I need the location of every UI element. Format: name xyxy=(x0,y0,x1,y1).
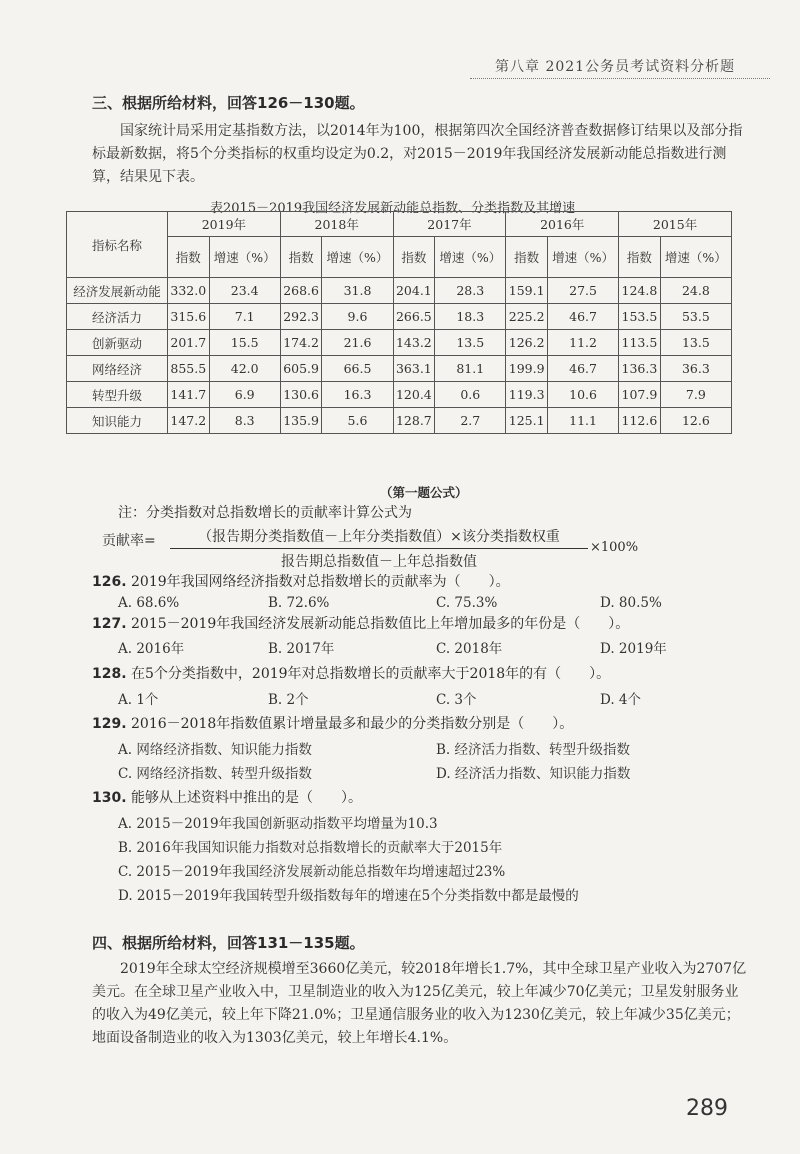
formula-note: 注：分类指数对总指数增长的贡献率计算公式为 xyxy=(118,505,412,521)
table-header-year: 2015年 xyxy=(619,212,732,237)
cell-index: 124.8 xyxy=(619,278,661,304)
cell-growth: 13.5 xyxy=(660,330,731,356)
question-number: 126. xyxy=(92,574,127,590)
formula-numerator: （报告期分类指数值－上年分类指数值）×该分类指数权重 xyxy=(170,526,588,549)
table-header-growth: 增速（%） xyxy=(660,237,731,278)
cell-growth: 21.6 xyxy=(322,330,393,356)
cell-growth: 28.3 xyxy=(435,278,506,304)
cell-index: 225.2 xyxy=(506,304,548,330)
cell-index: 174.2 xyxy=(280,330,322,356)
cell-growth: 16.3 xyxy=(322,382,393,408)
question-text: 能够从上述资料中推出的是（ ）。 xyxy=(131,790,362,806)
cell-index: 332.0 xyxy=(168,278,210,304)
cell-growth: 42.0 xyxy=(209,356,280,382)
cell-growth: 23.4 xyxy=(209,278,280,304)
table-row xyxy=(67,382,732,408)
question-126 xyxy=(92,571,510,591)
option-d: D. 2015－2019年我国转型升级指数每年的增速在5个分类指数中都是最慢的 xyxy=(118,888,579,904)
cell-growth: 15.5 xyxy=(209,330,280,356)
cell-growth: 2.7 xyxy=(435,408,506,434)
cell-growth: 10.6 xyxy=(547,382,618,408)
table-header-name: 指标名称 xyxy=(67,212,168,278)
cell-index: 136.3 xyxy=(619,356,661,382)
cell-index: 125.1 xyxy=(506,408,548,434)
section-4-paragraph: 2019年全球太空经济规模增至3660亿美元，较2018年增长1.7%，其中全球卫星产业收入为2707亿美元。在全球卫星产业收入中，卫星制造业的收入为125亿美元，较上年减少70亿美元；卫星发射服务业的收入为49亿美元，较上年下降21.0%；卫星通信服务业的收入为1230亿美元，较上年减少35亿美元；地面设备制造业的收入为1303亿美元，较上年增长4.1%。 xyxy=(92,961,747,1046)
option-c: C. 2018年 xyxy=(436,641,503,657)
cell-index: 605.9 xyxy=(280,356,322,382)
cell-growth: 0.6 xyxy=(435,382,506,408)
option-c: C. 2015－2019年我国经济发展新动能总指数年均增速超过23% xyxy=(118,864,506,880)
cell-index: 153.5 xyxy=(619,304,661,330)
cell-index: 107.9 xyxy=(619,382,661,408)
option-d: D. 80.5% xyxy=(600,595,662,611)
cell-growth: 18.3 xyxy=(435,304,506,330)
cell-growth: 12.6 xyxy=(660,408,731,434)
cell-index: 268.6 xyxy=(280,278,322,304)
header-rule xyxy=(470,78,770,79)
cell-index: 204.1 xyxy=(393,278,435,304)
option-a: A. 1个 xyxy=(118,692,159,708)
question-number: 129. xyxy=(92,716,127,732)
table-header-growth: 增速（%） xyxy=(435,237,506,278)
cell-index: 201.7 xyxy=(168,330,210,356)
cell-growth: 66.5 xyxy=(322,356,393,382)
cell-index: 113.5 xyxy=(619,330,661,356)
cell-growth: 11.2 xyxy=(547,330,618,356)
table-header-year: 2016年 xyxy=(506,212,619,237)
table-header-growth: 增速（%） xyxy=(547,237,618,278)
option-d: D. 2019年 xyxy=(600,641,667,657)
cell-growth: 11.1 xyxy=(547,408,618,434)
question-128 xyxy=(92,663,610,683)
option-d: D. 4个 xyxy=(600,692,642,708)
question-text: 2015－2019年我国经济发展新动能总指数值比上年增加最多的年份是（ ）。 xyxy=(131,616,630,632)
option-a: A. 网络经济指数、知识能力指数 xyxy=(118,742,312,758)
cell-growth: 13.5 xyxy=(435,330,506,356)
question-127 xyxy=(92,613,629,633)
option-b: B. 72.6% xyxy=(268,595,330,611)
cell-index: 126.2 xyxy=(506,330,548,356)
table-header-index: 指数 xyxy=(280,237,322,278)
cell-index: 855.5 xyxy=(168,356,210,382)
cell-index: 135.9 xyxy=(280,408,322,434)
row-label: 经济活力 xyxy=(67,304,168,330)
table-row xyxy=(67,356,732,382)
question-129 xyxy=(92,713,573,733)
option-b: B. 经济活力指数、转型升级指数 xyxy=(436,742,631,758)
formula-label: 贡献率= xyxy=(102,533,156,549)
section-3-paragraph: 国家统计局采用定基指数方法，以2014年为100，根据第四次全国经济普查数据修订结果以及部分指标最新数据，将5个分类指标的权重均设定为0.2，对2015－2019年我国经济发展新动能总指数进行测算，结果见下表。 xyxy=(92,123,743,185)
option-c: C. 3个 xyxy=(436,692,477,708)
table-header-index: 指数 xyxy=(168,237,210,278)
row-label: 知识能力 xyxy=(67,408,168,434)
cell-growth: 53.5 xyxy=(660,304,731,330)
question-text: 2019年我国网络经济指数对总指数增长的贡献率为（ ）。 xyxy=(131,574,510,590)
cell-index: 112.6 xyxy=(619,408,661,434)
table-header-growth: 增速（%） xyxy=(322,237,393,278)
option-a: A. 2015－2019年我国创新驱动指数平均增量为10.3 xyxy=(118,816,438,832)
cell-index: 292.3 xyxy=(280,304,322,330)
data-table xyxy=(66,211,732,434)
cell-growth: 24.8 xyxy=(660,278,731,304)
question-130 xyxy=(92,787,362,807)
formula-fraction xyxy=(170,526,588,571)
section-4-title: 四、根据所给材料，回答131－135题。 xyxy=(92,934,365,952)
table-header-index: 指数 xyxy=(506,237,548,278)
table-row xyxy=(67,278,732,304)
cell-index: 143.2 xyxy=(393,330,435,356)
row-label: 创新驱动 xyxy=(67,330,168,356)
table-row xyxy=(67,304,732,330)
option-d: D. 经济活力指数、知识能力指数 xyxy=(436,766,631,782)
table-row xyxy=(67,408,732,434)
cell-growth: 31.8 xyxy=(322,278,393,304)
option-c: C. 网络经济指数、转型升级指数 xyxy=(118,766,312,782)
cell-index: 141.7 xyxy=(168,382,210,408)
cell-growth: 46.7 xyxy=(547,304,618,330)
cell-index: 147.2 xyxy=(168,408,210,434)
table-header-index: 指数 xyxy=(393,237,435,278)
row-label: 转型升级 xyxy=(67,382,168,408)
cell-index: 120.4 xyxy=(393,382,435,408)
table-header-year: 2018年 xyxy=(280,212,393,237)
option-b: B. 2个 xyxy=(268,692,309,708)
formula-caption: （第一题公式） xyxy=(380,485,468,500)
cell-index: 266.5 xyxy=(393,304,435,330)
row-label: 经济发展新动能 xyxy=(67,278,168,304)
section-3-title: 三、根据所给材料，回答126－130题。 xyxy=(92,94,365,112)
cell-growth: 7.1 xyxy=(209,304,280,330)
option-b: B. 2017年 xyxy=(268,641,335,657)
table-header-growth: 增速（%） xyxy=(209,237,280,278)
cell-growth: 8.3 xyxy=(209,408,280,434)
question-text: 在5个分类指数中，2019年对总指数增长的贡献率大于2018年的有（ ）。 xyxy=(131,666,611,682)
table-row xyxy=(67,330,732,356)
option-a: A. 68.6% xyxy=(118,595,180,611)
row-label: 网络经济 xyxy=(67,356,168,382)
cell-index: 119.3 xyxy=(506,382,548,408)
question-number: 130. xyxy=(92,790,127,806)
question-text: 2016－2018年指数值累计增量最多和最少的分类指数分别是（ ）。 xyxy=(131,716,574,732)
cell-index: 159.1 xyxy=(506,278,548,304)
formula-denominator: 报告期总指数值－上年总指数值 xyxy=(281,554,477,570)
table-header-index: 指数 xyxy=(619,237,661,278)
table-header-year: 2019年 xyxy=(168,212,281,237)
question-number: 127. xyxy=(92,616,127,632)
question-number: 128. xyxy=(92,666,127,682)
cell-growth: 36.3 xyxy=(660,356,731,382)
table-body xyxy=(67,278,732,434)
formula-multiplier: ×100% xyxy=(590,540,639,555)
cell-index: 363.1 xyxy=(393,356,435,382)
cell-growth: 7.9 xyxy=(660,382,731,408)
cell-index: 315.6 xyxy=(168,304,210,330)
cell-index: 128.7 xyxy=(393,408,435,434)
option-c: C. 75.3% xyxy=(436,595,498,611)
cell-index: 130.6 xyxy=(280,382,322,408)
running-head: 第八章 2021公务员考试资料分析题 xyxy=(495,59,736,75)
option-b: B. 2016年我国知识能力指数对总指数增长的贡献率大于2015年 xyxy=(118,840,503,856)
cell-growth: 9.6 xyxy=(322,304,393,330)
table-header-year: 2017年 xyxy=(393,212,506,237)
cell-growth: 5.6 xyxy=(322,408,393,434)
cell-index: 199.9 xyxy=(506,356,548,382)
page-number: 289 xyxy=(686,1096,728,1121)
cell-growth: 6.9 xyxy=(209,382,280,408)
cell-growth: 46.7 xyxy=(547,356,618,382)
cell-growth: 81.1 xyxy=(435,356,506,382)
option-a: A. 2016年 xyxy=(118,641,185,657)
cell-growth: 27.5 xyxy=(547,278,618,304)
table-title: 表2015－2019我国经济发展新动能总指数、分类指数及其增速 xyxy=(210,201,576,216)
